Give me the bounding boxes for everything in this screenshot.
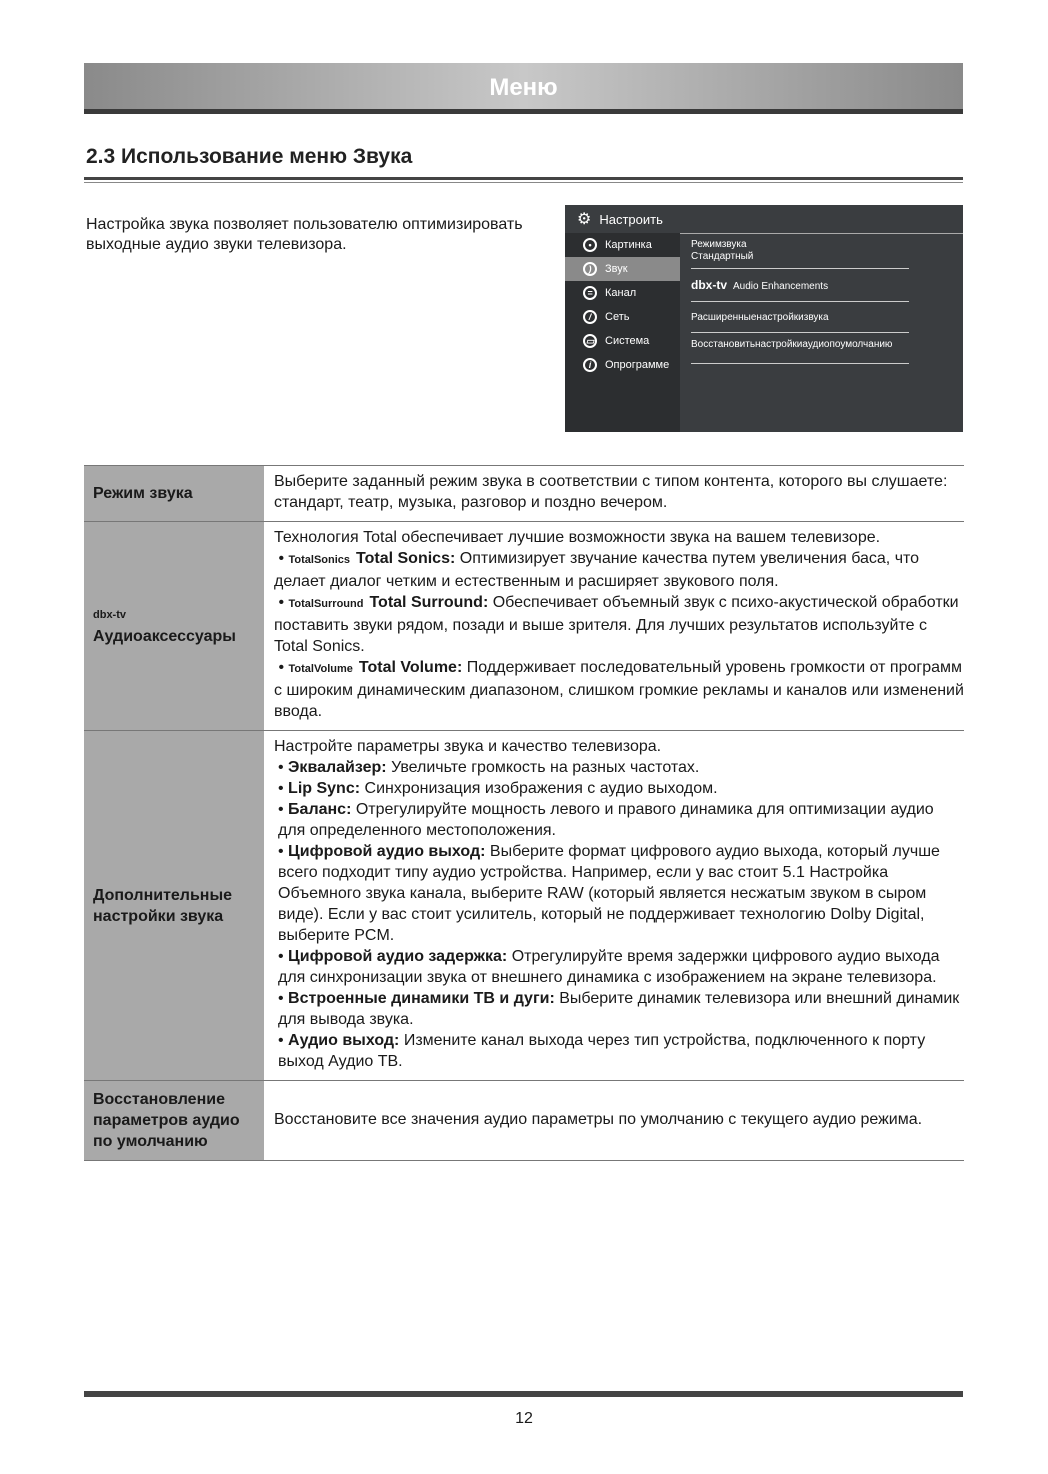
label: Восстановитьнастройкиаудиопоумолчанию	[691, 339, 893, 350]
bullet-text: Измените канал выхода через тип устройства, подключенного к порту выход Аудио ТВ.	[278, 1032, 926, 1070]
total-surround-logo: TotalSurround	[288, 598, 364, 610]
bullet-label: Аудио выход:	[288, 1032, 400, 1049]
footer-rule	[84, 1391, 963, 1397]
dbx-tv-logo: dbx-tv	[691, 278, 727, 292]
bullet-text: Отрегулируйте время задержки цифрового аудио выхода для синхронизации звука от внешнего динамика с изображением на экране телевизора.	[278, 948, 940, 986]
bullet-text: Увеличьте громкость на разных частотах.	[391, 759, 700, 776]
row-value: Выберите заданный режим звука в соответствии с типом контента, которого вы слушаете: стандарт, театр, музыка, разговор и поздно вечером.	[264, 466, 964, 522]
divider	[84, 182, 963, 183]
tv-menu-title: Настроить	[599, 211, 663, 227]
row-value	[264, 731, 964, 1081]
sidebar-item-channel[interactable]	[565, 281, 680, 305]
label: Картинка	[605, 239, 652, 251]
bullet-text: Обеспечивает объемный звук с психо-акустической обработки поставить звуки рядом, позади и выше зрителя. Для лучших результатов используйте с Total Sonics.	[274, 594, 959, 655]
table-row	[84, 522, 964, 731]
row-key: Режим звука	[84, 466, 264, 522]
bullet: • TotalSurround Total Surround: Обеспечивает объемный звук с психо-акустической обработки поставить звуки рядом, позади и выше зрителя. Для лучших результатов используйте с Total Sonics.	[274, 594, 959, 655]
section-title: 2.3 Использование меню Звука	[86, 145, 413, 168]
bullet: • Цифровой аудио задержка: Отрегулируйте время задержки цифрового аудио выхода для синхронизации звука от внешнего динамика с изображением на экране телевизора.	[278, 948, 940, 986]
row-value: Восстановите все значения аудио параметры по умолчанию с текущего аудио режима.	[264, 1081, 964, 1161]
tv-sound-options	[691, 237, 909, 370]
table-row	[84, 1081, 964, 1161]
picture-icon: •	[583, 238, 597, 252]
label: Канал	[605, 287, 637, 299]
label: Система	[605, 335, 650, 347]
bullet: • Цифровой аудио выход: Выберите формат цифрового аудио выхода, который лучше всего подходит типу аудио устройства. Например, если у вас стоит 5.1 Настройка Объемного звука канала, выберите RAW (который является несжатым звуком в сыром виде). Если у вас стоит усилитель, который не поддерживает технологию Dolby Digital, выберите PCM.	[278, 843, 940, 944]
bullet: • TotalSonics Total Sonics: Оптимизирует звучание качества путем увеличения баса, что делает диалог четким и естественным и расширяет звукового поля.	[274, 550, 920, 590]
menu-banner: Меню	[84, 63, 963, 114]
sidebar-item-picture[interactable]	[565, 233, 680, 257]
label: Сеть	[605, 311, 630, 323]
bullet: • Баланс: Отрегулируйте мощность левого и правого динамика для оптимизации аудио для определенного местоположения.	[278, 801, 934, 839]
bullet-label: Total Sonics:	[356, 550, 456, 567]
sidebar-item-about[interactable]	[565, 353, 680, 377]
bullet-text: Выберите динамик телевизора или внешний динамик для вывода звука.	[278, 990, 960, 1028]
dbx-tv-logo: dbx-tv	[93, 609, 126, 621]
gear-icon: ⚙	[577, 211, 592, 228]
bullet-label: Встроенные динамики ТВ и дуги:	[288, 990, 555, 1007]
table-row	[84, 731, 964, 1081]
bullet-label: Цифровой аудио выход:	[288, 843, 486, 860]
bullet-label: Total Volume:	[358, 659, 463, 676]
bullet-label: Total Surround:	[369, 594, 489, 611]
row-key: Восстановление параметров аудио по умолчанию	[84, 1081, 264, 1161]
total-volume-logo: TotalVolume	[288, 663, 353, 675]
row-value	[264, 522, 964, 731]
intro: Настройте параметры звука и качество телевизора.	[274, 738, 662, 755]
bullet-label: Цифровой аудио задержка:	[288, 948, 508, 965]
bullet-text: Синхронизация изображения с аудио выходом.	[364, 780, 718, 797]
advanced-sound-option[interactable]	[691, 308, 909, 333]
intro: Технология Total обеспечивает лучшие возможности звука на вашем телевизоре.	[274, 529, 881, 546]
bullet: • Lip Sync: Синхронизация изображения с аудио выходом.	[278, 780, 718, 797]
sound-settings-table	[84, 465, 964, 1161]
tv-menu-header	[565, 205, 963, 234]
speaker-icon: )	[583, 262, 597, 276]
label: Расширенныенастройкизвука	[691, 312, 829, 323]
bullet-label: Lip Sync:	[288, 780, 361, 797]
total-sonics-logo: TotalSonics	[288, 554, 351, 566]
bullet-label: Баланс:	[288, 801, 352, 818]
bullet: • TotalVolume Total Volume: Поддерживает последовательный уровень громкости от программ с широким динамическим диапазоном, слишком громкие рекламы и каналов или изменений ввода.	[274, 659, 964, 720]
system-icon: ▭	[583, 334, 597, 348]
bullet-label: Эквалайзер:	[288, 759, 387, 776]
bullet: • Эквалайзер: Увеличьте громкость на разных частотах.	[278, 759, 700, 776]
sidebar-item-network[interactable]	[565, 305, 680, 329]
row-key	[84, 522, 264, 731]
sidebar-item-sound[interactable]	[565, 257, 680, 281]
restore-audio-option[interactable]	[691, 339, 909, 364]
tv-sidebar	[565, 233, 680, 432]
sound-mode-option[interactable]	[691, 237, 909, 269]
channel-icon: =	[583, 286, 597, 300]
bullet-text: Поддерживает последовательный уровень громкости от программ с широким динамическим диапазоном, слишком громкие рекламы и каналов или изменений ввода.	[274, 659, 964, 720]
bullet: • Встроенные динамики ТВ и дуги: Выберите динамик телевизора или внешний динамик для вывода звука.	[278, 990, 960, 1028]
table-row	[84, 466, 964, 522]
label: Режимзвука	[691, 239, 747, 250]
page-number: 12	[515, 1410, 533, 1427]
sidebar-item-system[interactable]	[565, 329, 680, 353]
value: Стандартный	[691, 251, 754, 262]
label: Звук	[605, 263, 628, 275]
intro-text: Настройка звука позволяет пользователю оптимизировать выходные аудио звуки телевизора.	[86, 216, 523, 253]
bullet: • Аудио выход: Измените канал выхода через тип устройства, подключенного к порту выход Аудио ТВ.	[278, 1032, 926, 1070]
key-label: Аудиоаксессуары	[93, 628, 236, 645]
info-icon: i	[583, 358, 597, 372]
network-icon: /	[583, 310, 597, 324]
divider	[84, 177, 963, 180]
audio-enhancements-option[interactable]	[691, 275, 909, 302]
bullet-text: Оптимизирует звучание качества путем увеличения баса, что делает диалог четким и естественным и расширяет звукового поля.	[274, 550, 920, 590]
label: Audio Enhancements	[733, 281, 829, 292]
label: Опрограмме	[605, 359, 670, 371]
tv-settings-screenshot	[565, 205, 963, 432]
bullet-text: Выберите формат цифрового аудио выхода, который лучше всего подходит типу аудио устройства. Например, если у вас стоит 5.1 Настройка Объемного звука канала, выберите RAW (который является несжатым звуком в сыром виде). Если у вас стоит усилитель, который не поддерживает технологию Dolby Digital, выберите PCM.	[278, 843, 940, 944]
bullet-text: Отрегулируйте мощность левого и правого динамика для оптимизации аудио для определенного местоположения.	[278, 801, 934, 839]
row-key: Дополнительные настройки звука	[84, 731, 264, 1081]
